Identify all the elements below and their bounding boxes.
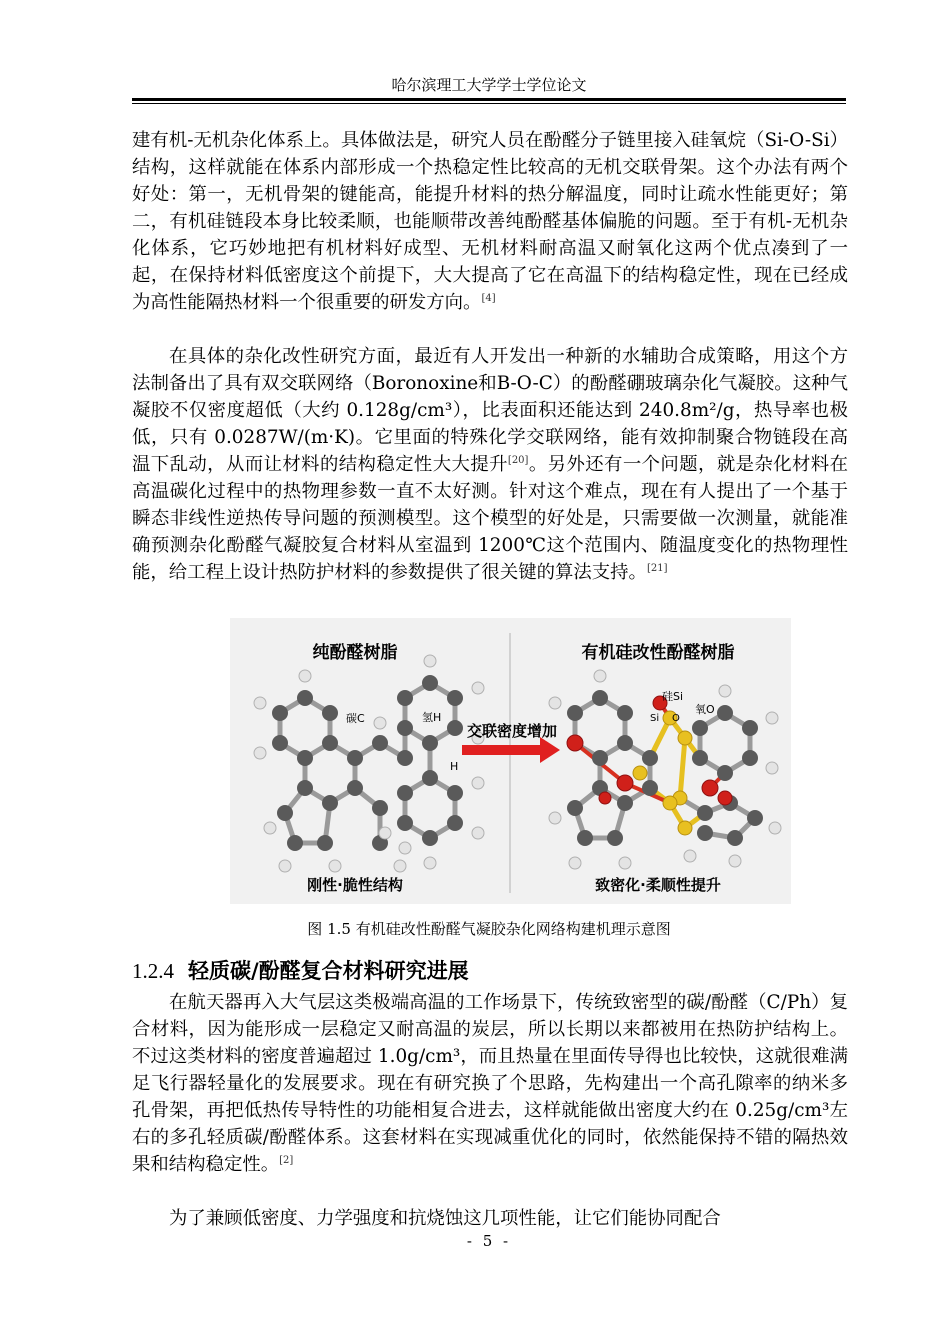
citation-4: [4] xyxy=(481,293,496,304)
paragraph-3-text: 在航天器再入大气层这类极端高温的工作场景下，传统致密型的碳/酚醛（C/Ph）复合材料，因为能形成一层稳定又耐高温的炭层，所以长期以来都被用在热防护结构上。不过这类材料的密度普遍超过 1.0g/cm³，而且热量在里面传导得也比较快，这就很难满足飞行器轻量化的发展要求。现在有研究换了个思路，先构建出一个高孔隙率的纳米多孔骨架，再把低热传导特性的功能相复合进去，这样就能做出密度大约在 0.25g/cm³左右的多孔轻质碳/酚醛体系。这套材料在实现减重优化的同时，依然能保持不错的隔热效果和结构稳定性。 xyxy=(132,992,848,1175)
label-si-short: Si xyxy=(650,713,660,724)
left-panel-caption: 刚性·脆性结构 xyxy=(307,876,403,894)
paragraph-2 xyxy=(132,343,848,586)
right-panel-title: 有机硅改性酚醛树脂 xyxy=(581,643,735,663)
section-heading xyxy=(132,955,469,985)
header-rule-thick xyxy=(132,98,846,101)
arrow-label: 交联密度增加 xyxy=(466,722,558,740)
paragraph-2-text-a: 在具体的杂化改性研究方面，最近有人开发出一种新的水辅助合成策略，用这个方法制备出了具有双交联网络（Boronoxine和B-O-C）的酚醛硼玻璃杂化气凝胶。这种气凝胶不仅密度超低（大约 0.128g/cm³），比表面积还能达到 240.8m²/g，热导率也极低，只有 0.0287W/(m·K)。它里面的特殊化学交联网络，能有效抑制聚合物链段在高温下乱动，从而让材料的结构稳定性大大提升 xyxy=(132,346,848,475)
label-silicon: 硅Si xyxy=(662,690,684,703)
citation-20: [20] xyxy=(507,455,529,466)
paragraph-3 xyxy=(132,989,848,1178)
label-o-short: O xyxy=(672,713,680,724)
label-hydrogen: 氢H xyxy=(422,711,442,724)
figure-1-5 xyxy=(230,618,791,904)
label-h: H xyxy=(450,760,459,773)
label-oxygen: 氧O xyxy=(695,703,715,716)
paragraph-4 xyxy=(132,1205,848,1232)
paragraph-4-text: 为了兼顾低密度、力学强度和抗烧蚀这几项性能，让它们能协同配合 xyxy=(169,1208,721,1229)
mechanism-diagram xyxy=(230,618,791,904)
section-number: 1.2.4 xyxy=(132,959,174,983)
paragraph-1 xyxy=(132,127,848,316)
header-rule-thin xyxy=(132,103,846,104)
right-panel-caption: 致密化·柔顺性提升 xyxy=(595,876,721,894)
running-header: 哈尔滨理工大学学士学位论文 xyxy=(391,76,587,94)
label-carbon: 碳C xyxy=(346,712,365,725)
section-title: 轻质碳/酚醛复合材料研究进展 xyxy=(188,959,469,983)
figure-caption: 图 1.5 有机硅改性酚醛气凝胶杂化网络构建机理示意图 xyxy=(307,920,671,938)
page-number: - 5 - xyxy=(466,1232,512,1250)
left-panel-title: 纯酚醛树脂 xyxy=(312,643,398,663)
paragraph-2-text-b: 。另外还有一个问题，就是杂化材料在高温碳化过程中的热物理参数一直不太好测。针对这个难点，现在有人提出了一个基于瞬态非线性逆热传导问题的预测模型。这个模型的好处是，只需要做一次测量，就能准确预测杂化酚醛气凝胶复合材料从室温到 1200℃这个范围内、随温度变化的热物理性能，给工程上设计热防护材料的参数提供了很关键的算法支持。 xyxy=(132,454,848,583)
citation-2: [2] xyxy=(279,1155,294,1166)
citation-21: [21] xyxy=(646,563,668,574)
paragraph-1-text: 建有机-无机杂化体系上。具体做法是，研究人员在酚醛分子链里接入硅氧烷（Si-O-Si）结构，这样就能在体系内部形成一个热稳定性比较高的无机交联骨架。这个办法有两个好处：第一，无机骨架的键能高，能提升材料的热分解温度，同时让疏水性能更好；第二，有机硅链段本身比较柔顺，也能顺带改善纯酚醛基体偏脆的问题。至于有机-无机杂化体系，它巧妙地把有机材料好成型、无机材料耐高温又耐氧化这两个优点凑到了一起，在保持材料低密度这个前提下，大大提高了它在高温下的结构稳定性，现在已经成为高性能隔热材料一个很重要的研发方向。 xyxy=(132,130,848,313)
